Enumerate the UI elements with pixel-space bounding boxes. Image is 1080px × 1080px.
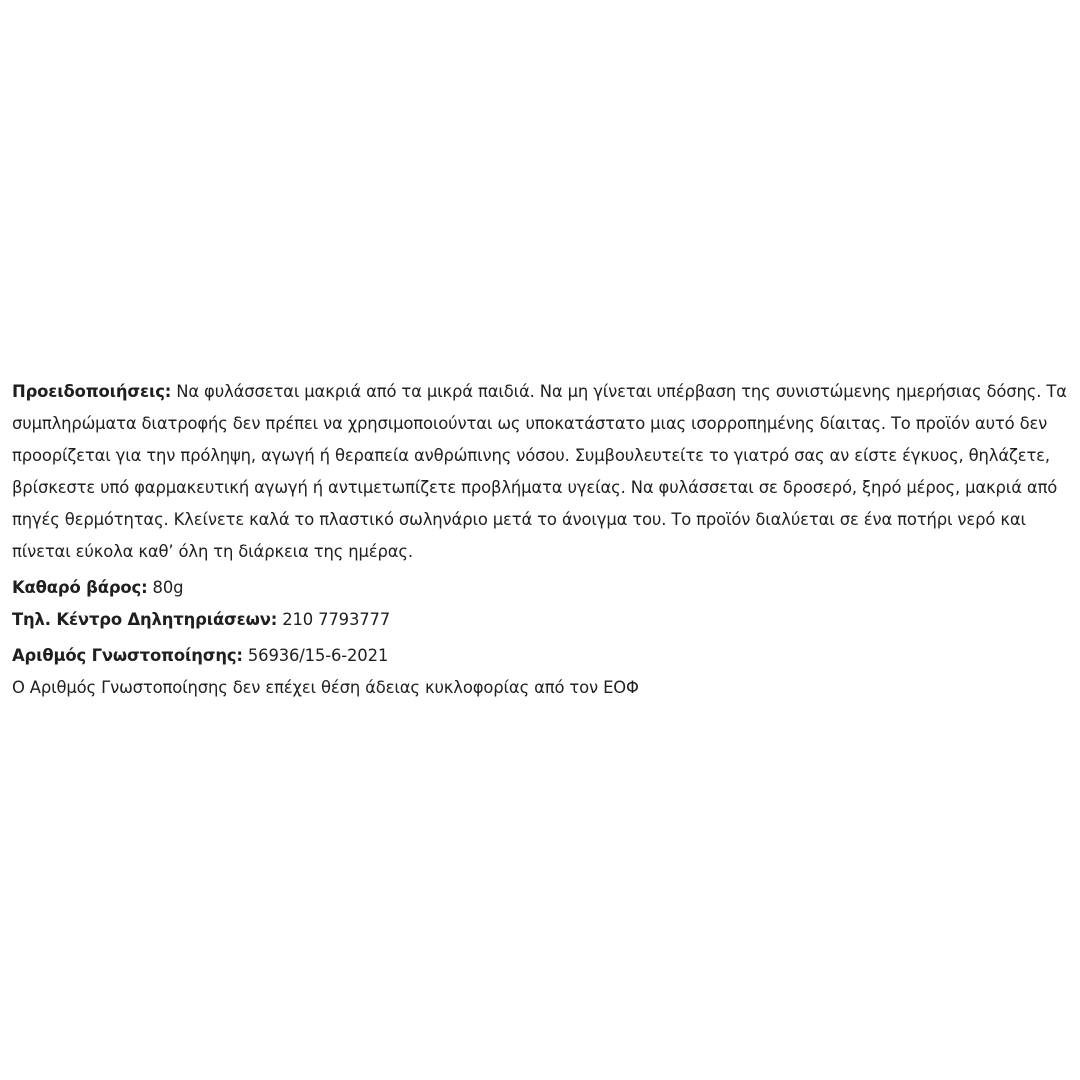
warnings-text: Να φυλάσσεται μακριά από τα μικρά παιδιά. Να μη γίνεται υπέρβαση της συνιστώμενης ημερήσιας δόσης. Τα συμπληρώματα διατροφής δεν πρέπει να χρησιμοποιούνται ως υποκατάστατο μιας ισορροπημένης δίαιτας. Το προϊόν αυτό δεν προορίζεται για την πρόληψη, αγωγή ή θεραπεία ανθρώπινης νόσου. Συμβουλευτείτε το γιατρό σας αν είστε έγκυος, θηλάζετε, βρίσκεστε υπό φαρμακευτική αγωγή ή αντιμετωπίζετε προβλήματα υγείας. Να φυλάσσεται σε δροσερό, ξηρό μέρος, μακριά από πηγές θερμότητας. Κλείνετε καλά το πλαστικό σωληνάριο μετά το άνοιγμα του. Το προϊόν διαλύεται σε ένα ποτήρι νερό και πίνεται εύκολα καθ’ όλη τη διάρκεια της ημέρας. <box>12 382 1067 561</box>
notification-line <box>12 640 1072 672</box>
product-info <box>12 376 1072 704</box>
notification-label: Αριθμός Γνωστοποίησης: <box>12 646 243 665</box>
notification-value: 56936/15-6-2021 <box>242 646 389 665</box>
net-weight-label: Καθαρό βάρος: <box>12 578 148 597</box>
poison-center-label: Τηλ. Κέντρο Δηλητηριάσεων: <box>12 610 278 629</box>
net-weight-line <box>12 572 1072 604</box>
warnings-label: Προειδοποιήσεις: <box>12 382 172 401</box>
poison-center-value: 210 7793777 <box>277 610 391 629</box>
net-weight-value: 80g <box>147 578 184 597</box>
notification-note: Ο Αριθμός Γνωστοποίησης δεν επέχει θέση άδειας κυκλοφορίας από τον ΕΟΦ <box>12 678 639 697</box>
poison-center-line <box>12 604 1072 636</box>
warnings-paragraph <box>12 376 1072 568</box>
